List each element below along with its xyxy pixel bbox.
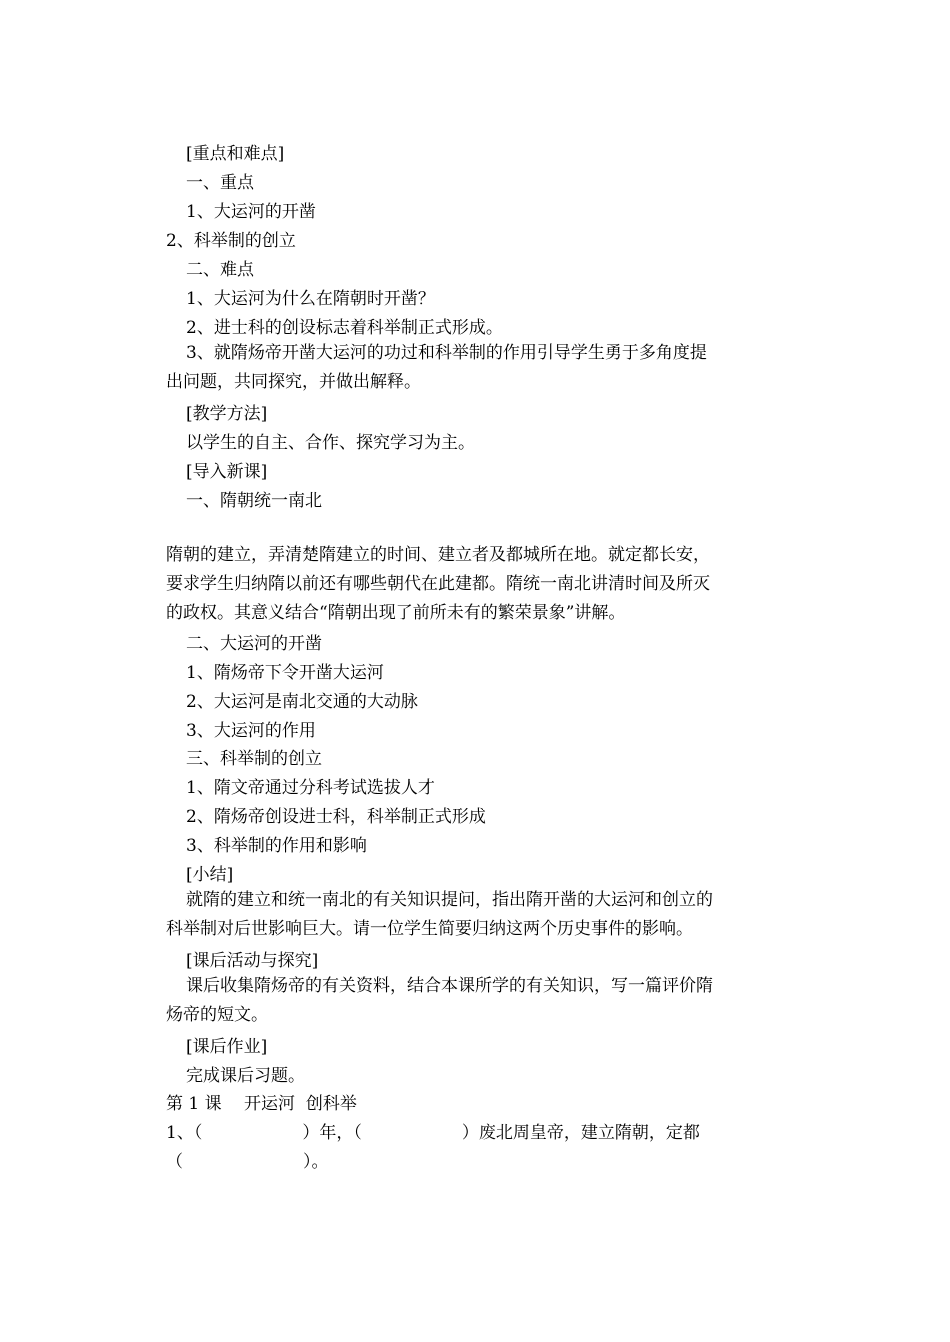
section2-item-1: 1、隋炀帝下令开凿大运河	[186, 663, 384, 683]
section3-item-2: 2、隋炀帝创设进士科，科举制正式形成	[186, 807, 486, 827]
section1-para-line3: 的政权。其意义结合“隋朝出现了前所未有的繁荣景象”讲解。	[166, 603, 626, 623]
difficulty-item-1: 1、大运河为什么在隋朝时开凿？	[186, 289, 435, 309]
question-1-line2	[166, 1151, 796, 1173]
difficulty-title: 二、难点	[186, 260, 254, 280]
activity-line2: 炀帝的短文。	[166, 1005, 268, 1025]
section2-item-2: 2、大运河是南北交通的大动脉	[186, 692, 418, 712]
section3-title: 三、科举制的创立	[186, 749, 322, 769]
section2-title: 二、大运河的开凿	[186, 634, 322, 654]
section1-title: 一、隋朝统一南北	[186, 491, 322, 511]
focus-item-1: 1、大运河的开凿	[186, 202, 316, 222]
difficulty-item-2: 2、进士科的创设标志着科举制正式形成。	[186, 318, 503, 338]
q1-prefix: 1、（	[166, 1123, 203, 1143]
q1-line2-close: ）。	[303, 1152, 329, 1172]
focus-item-2: 2、科举制的创立	[166, 231, 296, 251]
method-text: 以学生的自主、合作、探究学习为主。	[186, 433, 475, 453]
summary-line2: 科举制对后世影响巨大。请一位学生简要归纳这两个历史事件的影响。	[166, 919, 693, 939]
q1-line2-open: （	[166, 1152, 183, 1172]
difficulty-item-3-line2: 出问题，共同探究，并做出解释。	[166, 372, 421, 392]
lesson-title: 第 1 课 开运河 创科举	[166, 1094, 357, 1114]
section3-item-3: 3、科举制的作用和影响	[186, 836, 367, 856]
section1-para-line1: 隋朝的建立，弄清楚隋建立的时间、建立者及都城所在地。就定都长安，	[166, 545, 710, 565]
difficulty-item-3-line1: 3、就隋炀帝开凿大运河的功过和科举制的作用引导学生勇于多角度提	[186, 343, 707, 363]
difficulty-item-3	[166, 339, 790, 397]
section1-paragraph	[166, 541, 790, 628]
q1-part2: ）年，（	[302, 1123, 362, 1143]
method-heading: [教学方法]	[186, 404, 268, 424]
question-1-line1	[166, 1122, 796, 1144]
section3-item-1: 1、隋文帝通过分科考试选拔人才	[186, 778, 435, 798]
summary-line1: 就隋的建立和统一南北的有关知识提问，指出隋开凿的大运河和创立的	[186, 890, 713, 910]
summary-paragraph	[166, 886, 790, 944]
intro-heading: [导入新课]	[186, 462, 268, 482]
focus-title: 一、重点	[186, 173, 254, 193]
homework-text: 完成课后习题。	[186, 1066, 305, 1086]
section1-para-line2: 要求学生归纳隋以前还有哪些朝代在此建都。隋统一南北讲清时间及所灭	[166, 574, 710, 594]
activity-paragraph	[166, 972, 790, 1030]
activity-line1: 课后收集隋炀帝的有关资料，结合本课所学的有关知识，写一篇评价隋	[186, 976, 713, 996]
activity-heading: [课后活动与探究]	[186, 951, 319, 971]
homework-heading: [课后作业]	[186, 1037, 268, 1057]
summary-heading: [小结]	[186, 865, 234, 885]
q1-part3: ）废北周皇帝，建立隋朝，定都	[461, 1123, 700, 1143]
key-points-heading: [重点和难点]	[186, 144, 285, 164]
section2-item-3: 3、大运河的作用	[186, 721, 316, 741]
